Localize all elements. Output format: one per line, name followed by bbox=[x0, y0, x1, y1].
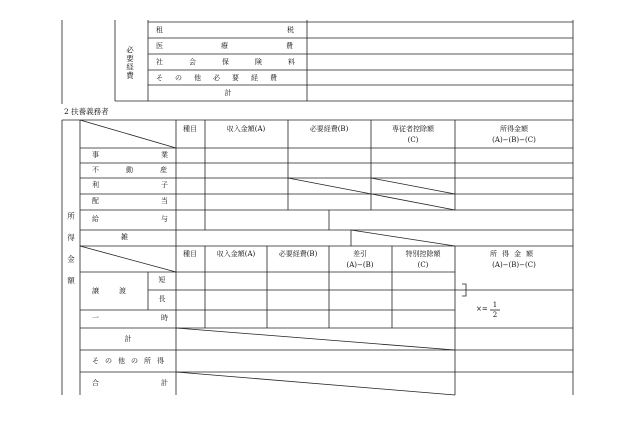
row-realestate: 不動産 bbox=[92, 166, 194, 174]
header-kind: 種目 bbox=[183, 125, 197, 133]
section2-title: 2 扶養義務者 bbox=[64, 107, 109, 116]
expense-row-other: その他必要経費 bbox=[156, 74, 289, 82]
header-deduction-sub: (C) bbox=[407, 136, 419, 144]
formula-denominator: 2 bbox=[492, 311, 498, 319]
expense-row-tax-label: 租税 bbox=[156, 26, 418, 34]
header2-income-formula: (A)−(B)−(C) bbox=[492, 261, 536, 269]
header2-income: 所得金額 bbox=[490, 250, 538, 258]
header2-diff: 差引 bbox=[353, 250, 367, 258]
row-misc: 雑 bbox=[121, 233, 128, 241]
expense-row-insurance: 社会保険料 bbox=[156, 58, 321, 66]
header2-revenue: 収入金額(A) bbox=[216, 250, 256, 258]
header2-kind: 種目 bbox=[183, 250, 197, 258]
header-revenue: 収入金額(A) bbox=[226, 125, 266, 133]
header2-diff-formula: (A)−(B) bbox=[346, 261, 374, 269]
header2-special-sub: (C) bbox=[417, 261, 429, 269]
row-transfer-short: 短 bbox=[158, 276, 166, 284]
row-one-time: 一時 bbox=[92, 314, 230, 322]
row-interest: 利子 bbox=[92, 181, 230, 189]
header-deduction: 専従者控除額 bbox=[392, 125, 434, 133]
row-salary: 給与 bbox=[92, 215, 230, 223]
header-expense: 必要経費(B) bbox=[309, 125, 349, 133]
income-side-label: 所得金額 bbox=[66, 212, 76, 298]
expenses-group-label: 必要経費 bbox=[125, 46, 135, 80]
formula-times: ×= bbox=[476, 305, 488, 313]
row-transfer-long: 長 bbox=[158, 295, 166, 303]
header-income-formula: (A)−(B)−(C) bbox=[492, 136, 536, 144]
row-total: 計 bbox=[124, 335, 132, 343]
row-grand-total: 合計 bbox=[92, 379, 230, 387]
expense-row-total: 計 bbox=[224, 89, 232, 97]
expense-row-tax bbox=[156, 26, 418, 34]
header2-special: 特別控除額 bbox=[405, 250, 441, 258]
expense-row-medical: 医療費 bbox=[156, 42, 351, 50]
row-business: 事業 bbox=[92, 151, 230, 159]
header2-expense: 必要経費(B) bbox=[278, 250, 318, 258]
header-income: 所得金額 bbox=[500, 125, 528, 133]
formula-numerator: 1 bbox=[492, 301, 498, 309]
row-other-income: その他の所得 bbox=[92, 357, 170, 365]
row-dividend: 配当 bbox=[92, 197, 230, 205]
row-transfer: 譲渡 bbox=[92, 287, 146, 295]
